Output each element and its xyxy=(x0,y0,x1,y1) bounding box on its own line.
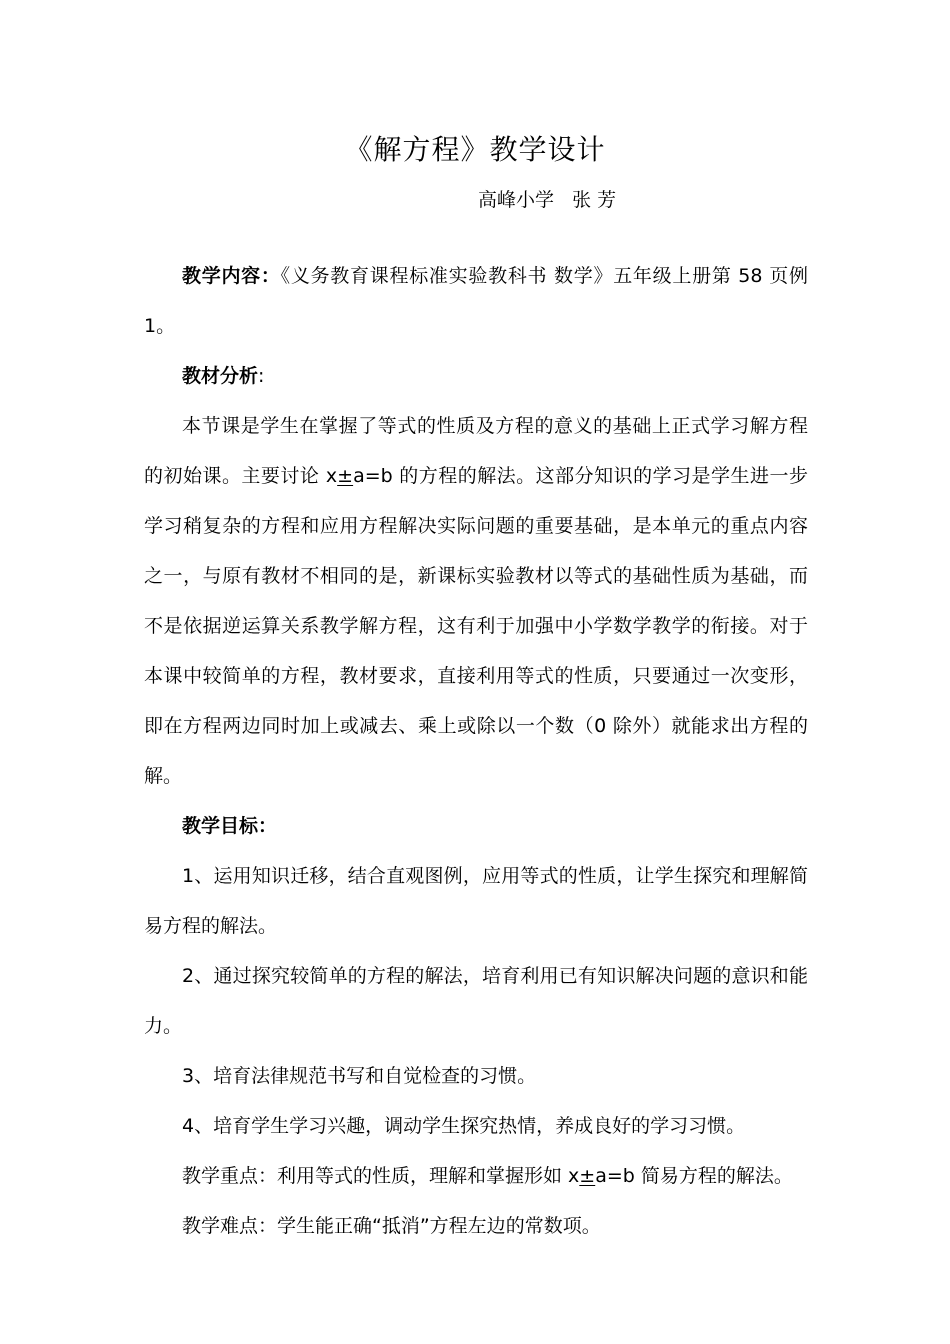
content-label: 教学内容： xyxy=(182,265,281,287)
analysis-paragraph xyxy=(144,401,808,801)
key-point-text-2: a=b 简易方程的解法。 xyxy=(595,1165,793,1187)
author-line: 高峰小学 张 芳 xyxy=(478,189,617,211)
content-text: 《义务教育课程标准实验教科书 数学》五年级上册第 58 页例 1。 xyxy=(144,265,808,337)
analysis-text-2: a=b 的方程的解法。这部分知识的学习是学生进一步学习稍复杂的方程和应用方程解决实际问题的重要基础，是本单元的重点内容之一，与原有教材不相同的是，新课标实验教材以等式的基础性质为基础，而不是依据逆运算关系教学解方程，这有利于加强中小学数学教学的衔接。对于本课中较简单的方程，教材要求，直接利用等式的性质，只要通过一次变形，即在方程两边同时加上或减去、乘上或除以一个数（0 除外）就能求出方程的解。 xyxy=(144,465,808,787)
objective-item-4: 4、培育学生学习兴趣，调动学生探究热情，养成良好的学习习惯。 xyxy=(182,1115,746,1137)
document-body xyxy=(144,251,808,1251)
analysis-colon: : xyxy=(258,365,265,387)
key-point-paragraph xyxy=(144,1151,808,1201)
analysis-label: 教材分析 xyxy=(182,365,259,387)
analysis-heading xyxy=(144,351,808,401)
content-paragraph xyxy=(144,251,808,351)
objective-item-3: 3、培育法律规范书写和自觉检查的习惯。 xyxy=(182,1065,537,1087)
plus-minus-symbol: ± xyxy=(579,1165,596,1187)
objective-item-2: 2、通过探究较简单的方程的解法，培育利用已有知识解决问题的意识和能力。 xyxy=(144,965,808,1037)
objectives-heading: 教学目标： xyxy=(182,815,278,837)
plus-minus-symbol: ± xyxy=(337,465,354,487)
document-title: 《解方程》教学设计 xyxy=(344,133,606,166)
objective-item-1: 1、运用知识迁移，结合直观图例，应用等式的性质，让学生探究和理解简易方程的解法。 xyxy=(144,865,808,937)
analysis-text-1: 本节课是学生在掌握了等式的性质及方程的意义的基础上正式学习解方程的初始课。主要讨论 x xyxy=(144,415,808,487)
difficulty-paragraph: 教学难点：学生能正确“抵消”方程左边的常数项。 xyxy=(182,1215,601,1237)
key-point-text-1: 教学重点：利用等式的性质，理解和掌握形如 x xyxy=(182,1165,580,1187)
